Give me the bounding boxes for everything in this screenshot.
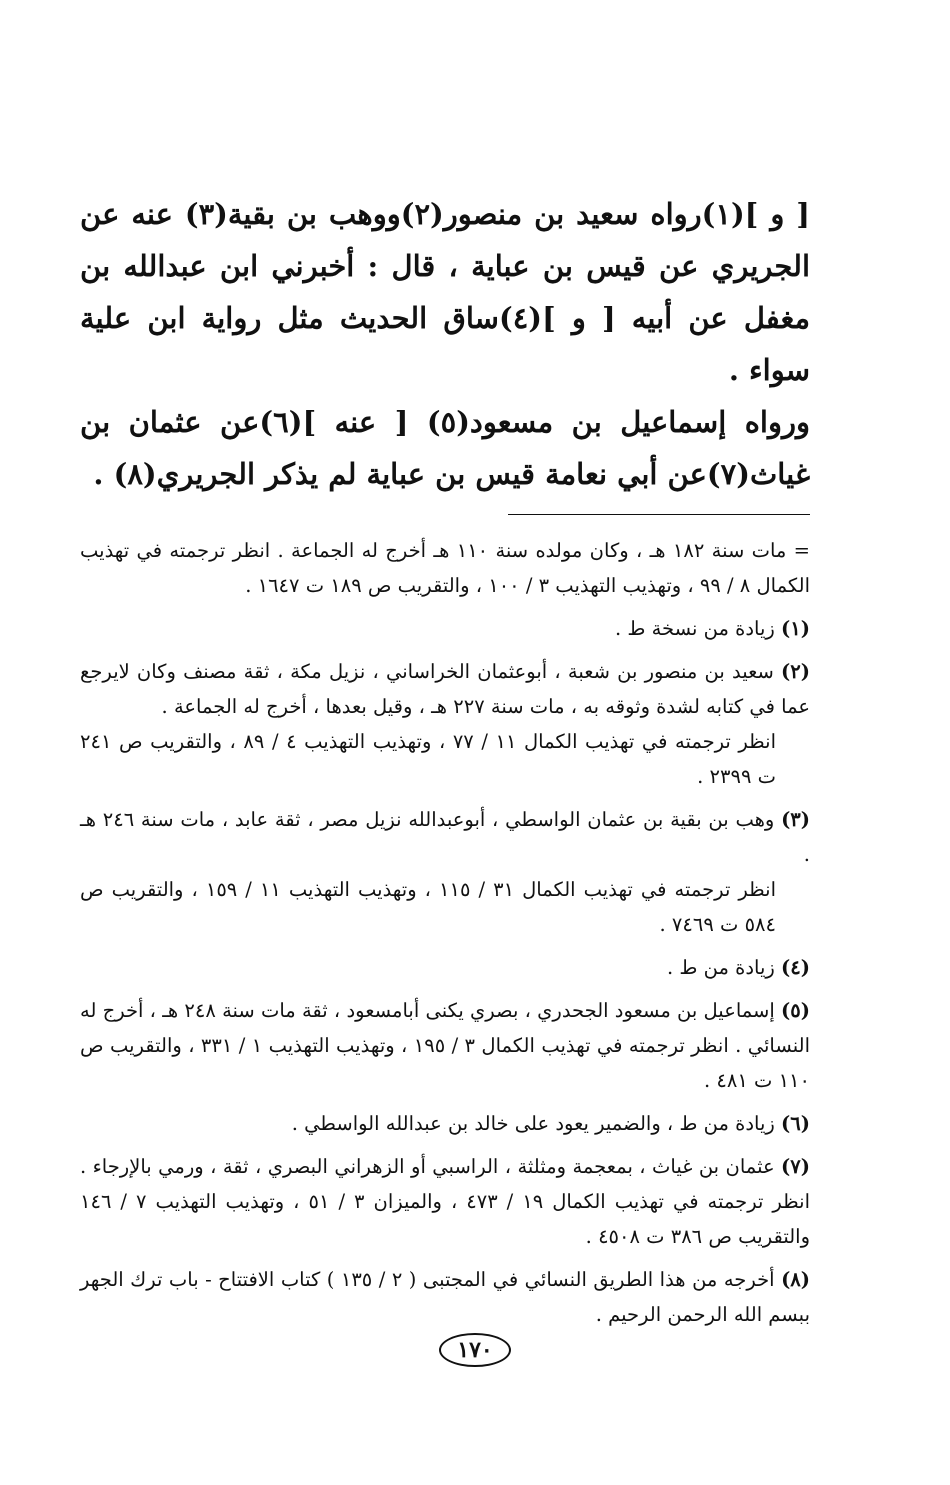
footnote-2 [80, 654, 810, 794]
page-body [80, 188, 810, 1340]
main-paragraph-1: [ و ](١)رواه سعيد بن منصور(٢)ووهب بن بقية(٣) عنه عن الجريري عن قيس بن عباية ، قال : أخبرني ابن عبدالله بن مغفل عن أبيه [ و ](٤)ساق الحديث مثل رواية ابن علية سواء . [80, 197, 810, 387]
footnote-1 [80, 611, 810, 646]
footnote-text: زيادة من ط . [667, 956, 775, 979]
footnote-number: (٧) [781, 1155, 810, 1178]
footnote-text: أخرجه من هذا الطريق النسائي في المجتبى ( ٢ / ١٣٥ ) كتاب الافتتاح - باب ترك الجهر ببسم الله الرحمن الرحيم . [80, 1268, 810, 1326]
footnote-text: = مات سنة ١٨٢ هـ ، وكان مولده سنة ١١٠ هـ أخرج له الجماعة . انظر ترجمته في تهذيب الكمال ٨ / ٩٩ ، وتهذيب التهذيب ٣ / ١٠٠ ، والتقريب ص ١٨٩ ت ١٦٤٧ . [80, 539, 810, 597]
footnotes [80, 533, 810, 1332]
footnote-7 [80, 1149, 810, 1254]
footnote-text: إسماعيل بن مسعود الجحدري ، بصري يكنى أبامسعود ، ثقة مات سنة ٢٤٨ هـ ، أخرج له النسائي . انظر ترجمته في تهذيب الكمال ٣ / ١٩٥ ، وتهذيب التهذيب ١ / ٣٣١ ، والتقريب ص ١١٠ ت ٤٨١ . [80, 999, 810, 1092]
footnote-number: (٢) [781, 660, 810, 683]
footnote-number: (٣) [781, 808, 811, 831]
footnote-text: زيادة من ط ، والضمير يعود على خالد بن عبدالله الواسطي . [291, 1112, 775, 1135]
footnote-4 [80, 950, 810, 985]
footnote-separator [508, 514, 810, 515]
footnote-text: زيادة من نسخة ط . [614, 617, 775, 640]
footnote-8 [80, 1262, 810, 1332]
footnote-number: (٨) [781, 1268, 811, 1291]
footnote-text: انظر ترجمته في تهذيب الكمال ١١ / ٧٧ ، وتهذيب التهذيب ٤ / ٨٩ ، والتقريب ص ٢٤١ ت ٢٣٩٩ . [80, 730, 777, 788]
footnote-3 [80, 802, 810, 942]
footnote-text: عثمان بن غياث ، بمعجمة ومثلثة ، الراسبي أو الزهراني البصري ، ثقة ، ورمي بالإرجاء . انظر ترجمته في تهذيب الكمال ١٩ / ٤٧٣ ، والميزان ٣ / ٥١ ، وتهذيب التهذيب ٧ / ١٤٦ والتقريب ص ٣٨٦ ت ٤٥٠٨ . [80, 1155, 810, 1248]
main-text [80, 188, 810, 500]
footnote-number: (٤) [781, 956, 810, 979]
footnote-continued [80, 533, 810, 603]
footnote-number: (٥) [781, 999, 810, 1022]
page-number-container [0, 1333, 950, 1367]
footnote-number: (١) [781, 617, 810, 640]
footnote-number: (٦) [781, 1112, 810, 1135]
footnote-5 [80, 993, 810, 1098]
footnote-6 [80, 1106, 810, 1141]
main-paragraph-2: ورواه إسماعيل بن مسعود(٥) [ عنه ](٦)عن عثمان بن غياث(٧)عن أبي نعامة قيس بن عباية لم يذكر الجريري(٨) . [80, 405, 810, 491]
footnote-text: وهب بن بقية بن عثمان الواسطي ، أبوعبدالله نزيل مصر ، ثقة عابد ، مات سنة ٢٤٦ هـ . [80, 808, 810, 866]
page-number: ١٧٠ [439, 1333, 510, 1367]
footnote-text: سعيد بن منصور بن شعبة ، أبوعثمان الخراساني ، نزيل مكة ، ثقة مصنف وكان لايرجع عما في كتابه لشدة وثوقه به ، مات سنة ٢٢٧ هـ ، وقيل بعدها ، أخرج له الجماعة . [80, 660, 810, 718]
footnote-text: انظر ترجمته في تهذيب الكمال ٣١ / ١١٥ ، وتهذيب التهذيب ١١ / ١٥٩ ، والتقريب ص ٥٨٤ ت ٧٤٦٩ . [80, 878, 777, 936]
